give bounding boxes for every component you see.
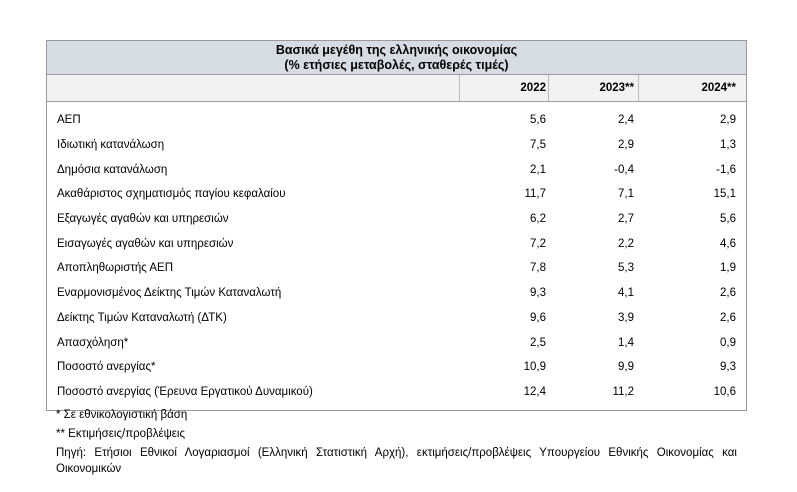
row-value-2023: 5,3 — [618, 262, 634, 275]
row-label: Ποσοστό ανεργίας (Έρευνα Εργατικού Δυναμικού) — [57, 385, 313, 398]
row-value-2024: 1,3 — [720, 139, 736, 152]
column-header-2022: 2022 — [459, 75, 548, 101]
row-value-2023: 11,2 — [612, 385, 634, 398]
column-header-2024: 2024** — [638, 75, 746, 101]
row-value-2022: 9,3 — [530, 287, 546, 300]
source-note: Πηγή: Ετήσιοι Εθνικοί Λογαριασμοί (Ελληνική Στατιστική Αρχή), εκτιμήσεις/προβλέψεις Υπουργείου Εθνικής Οικονομίας και Οικονομικών — [56, 447, 737, 475]
table-row — [47, 207, 746, 232]
table-title — [47, 41, 746, 75]
row-value-2022: 7,2 — [530, 237, 546, 250]
row-value-2022: 11,7 — [524, 188, 546, 201]
table-notes — [56, 407, 737, 480]
row-value-2023: 2,4 — [618, 114, 634, 127]
row-label: Δημόσια κατανάλωση — [57, 163, 168, 176]
row-label: ΑΕΠ — [57, 114, 81, 127]
row-value-2022: 5,6 — [530, 114, 546, 127]
row-label: Εξαγωγές αγαθών και υπηρεσιών — [57, 213, 229, 226]
table-row — [47, 231, 746, 256]
table-row — [47, 256, 746, 281]
column-header-2023: 2023** — [548, 75, 638, 101]
economy-table — [46, 40, 747, 411]
row-value-2022: 6,2 — [530, 213, 546, 226]
row-value-2024: 2,6 — [720, 287, 736, 300]
row-value-2022: 2,5 — [530, 336, 546, 349]
row-label: Ποσοστό ανεργίας* — [57, 361, 156, 374]
row-value-2022: 12,4 — [523, 385, 546, 398]
row-label: Απασχόληση* — [57, 336, 129, 349]
table-title-line1: Βασικά μεγέθη της ελληνικής οικονομίας — [275, 43, 518, 57]
table-title-line2: (% ετήσιες μεταβολές, σταθερές τιμές) — [284, 58, 509, 72]
row-label: Αποπληθωριστής ΑΕΠ — [57, 262, 174, 275]
row-label: Δείκτης Τιμών Καταναλωτή (ΔΤΚ) — [57, 311, 227, 324]
row-value-2023: 7,1 — [618, 188, 634, 201]
row-value-2023: 4,1 — [618, 287, 634, 300]
row-value-2023: 2,7 — [618, 213, 634, 226]
row-value-2024: 1,9 — [720, 262, 736, 275]
row-value-2024: 9,3 — [720, 361, 736, 374]
row-value-2022: 10,9 — [523, 361, 546, 374]
row-value-2024: 15,1 — [713, 188, 736, 201]
row-label: Ακαθάριστος σχηματισμός παγίου κεφαλαίου — [57, 188, 286, 201]
row-label: Ιδιωτική κατανάλωση — [57, 139, 165, 152]
row-label: Εισαγωγές αγαθών και υπηρεσιών — [57, 237, 234, 250]
table-body — [47, 102, 746, 410]
row-value-2024: 2,6 — [720, 311, 736, 324]
note-estimates: ** Εκτιμήσεις/προβλέψεις — [56, 428, 185, 440]
row-value-2024: 2,9 — [720, 114, 736, 127]
table-row — [47, 380, 746, 405]
row-label: Εναρμονισμένος Δείκτης Τιμών Καταναλωτή — [57, 287, 282, 300]
row-value-2022: 7,8 — [530, 262, 546, 275]
table-row — [47, 182, 746, 207]
row-value-2023: -0,4 — [614, 163, 634, 176]
row-value-2024: -1,6 — [716, 163, 736, 176]
header-label-cell — [47, 75, 459, 101]
row-value-2024: 5,6 — [720, 213, 736, 226]
row-value-2022: 7,5 — [530, 139, 546, 152]
table-row — [47, 281, 746, 306]
row-value-2024: 4,6 — [720, 237, 736, 250]
table-row — [47, 306, 746, 331]
table-header-row — [47, 75, 746, 102]
row-value-2023: 3,9 — [618, 311, 634, 324]
row-value-2023: 2,2 — [618, 237, 634, 250]
row-value-2022: 9,6 — [530, 311, 546, 324]
row-value-2022: 2,1 — [530, 163, 546, 176]
row-value-2023: 1,4 — [618, 336, 634, 349]
table-row — [47, 355, 746, 380]
table-row — [47, 157, 746, 182]
row-value-2024: 0,9 — [720, 336, 736, 349]
row-value-2023: 2,9 — [618, 139, 634, 152]
row-value-2024: 10,6 — [713, 385, 736, 398]
table-row — [47, 330, 746, 355]
table-row — [47, 108, 746, 133]
table-row — [47, 133, 746, 158]
note-national-accounts: * Σε εθνικολογιστική βάση — [56, 409, 188, 421]
row-value-2023: 9,9 — [618, 361, 634, 374]
